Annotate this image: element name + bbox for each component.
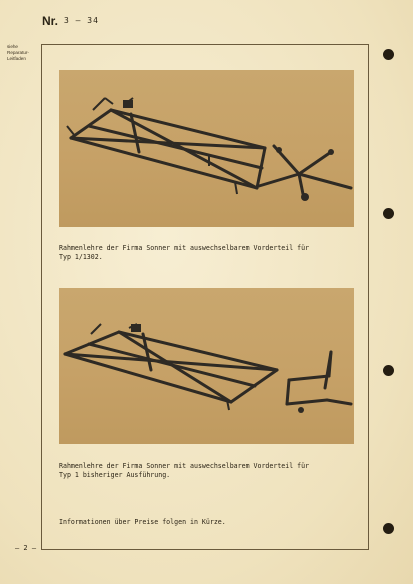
side-note-line: Reparatur-: [7, 50, 29, 55]
frame-gauge-illustration: [59, 288, 354, 444]
punch-hole: [383, 208, 394, 219]
photo-caption: Rahmenlehre der Firma Sonner mit auswechselbarem Vorderteil für Typ 1/1302.: [59, 244, 310, 261]
frame-border-left: [41, 44, 42, 550]
frame-border-right: [368, 44, 369, 550]
frame-gauge-illustration: [59, 70, 354, 227]
photo-frame-gauge-type1: [59, 288, 354, 444]
nr-label: Nr.: [42, 14, 59, 28]
side-note-line: siehe: [7, 44, 18, 49]
punch-hole: [383, 49, 394, 60]
price-note: Informationen über Preise folgen in Kürze.: [59, 518, 226, 526]
frame-border-top: [41, 44, 368, 45]
side-note: [7, 44, 39, 62]
punch-hole: [383, 365, 394, 376]
nr-value: 3 – 34: [64, 16, 99, 25]
photo-frame-gauge-1302: [59, 70, 354, 227]
frame-border-bottom: [41, 549, 369, 550]
side-note-line: Leitfaden: [7, 56, 26, 61]
punch-hole: [383, 523, 394, 534]
page-number: – 2 –: [15, 544, 37, 552]
photo-caption: Rahmenlehre der Firma Sonner mit auswechselbarem Vorderteil für Typ 1 bisheriger Ausführung.: [59, 462, 310, 479]
